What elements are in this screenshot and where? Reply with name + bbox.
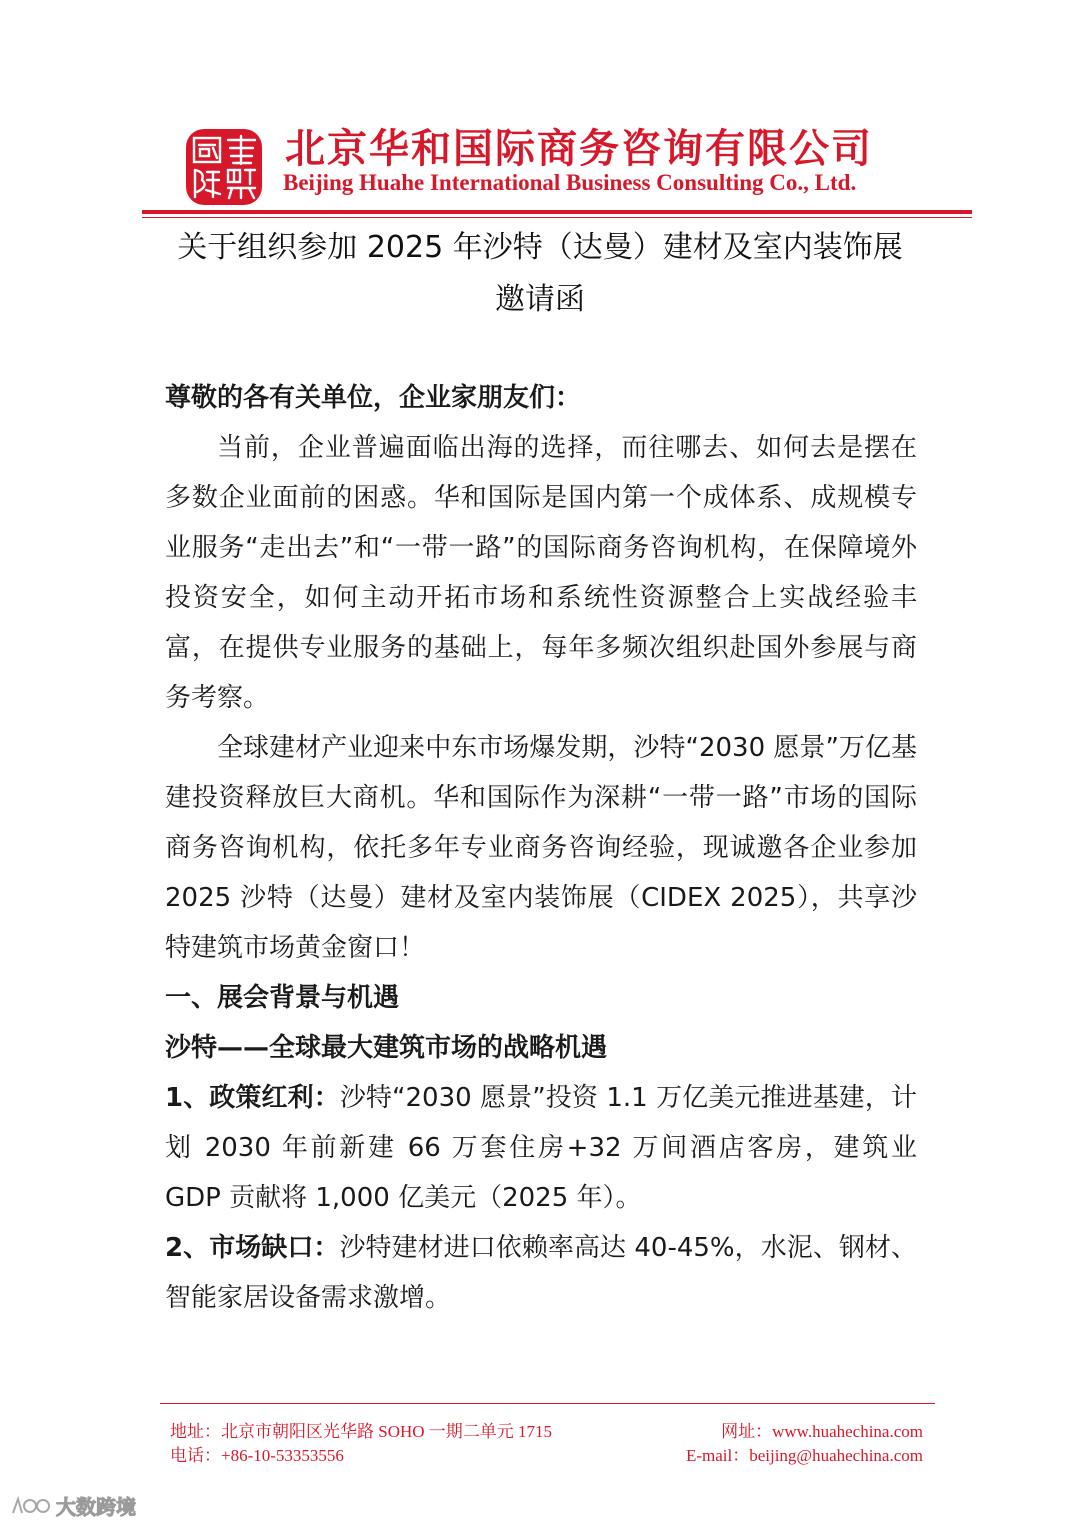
letterhead-divider-thin — [142, 217, 972, 218]
letterhead-divider-thick — [142, 210, 972, 214]
company-name-english: Beijing Huahe International Business Consulting Co., Ltd. — [283, 170, 857, 195]
watermark-logo-icon — [10, 1495, 52, 1517]
section-heading: 一、展会背景与机遇 — [165, 983, 400, 1013]
item-label: 1、政策红利： — [165, 1083, 340, 1113]
greeting: 尊敬的各有关单位，企业家朋友们： — [165, 383, 582, 413]
item-label: 2、市场缺口： — [165, 1233, 340, 1263]
list-item — [165, 1073, 917, 1223]
footer-website: 网址：www.huahechina.com — [721, 1422, 923, 1441]
item-text: 沙特建材进口依赖率高达 40-45%，水泥、钢材、智能家居设备需求激增。 — [165, 1233, 917, 1313]
watermark-text: 大数跨境 — [56, 1495, 136, 1519]
company-seal-logo — [185, 128, 263, 206]
footer-divider — [160, 1403, 935, 1404]
title-line-1: 关于组织参加 2025 年沙特（达曼）建材及室内装饰展 — [177, 230, 903, 265]
footer-email: E-mail：beijing@huahechina.com — [685, 1446, 923, 1465]
document-title — [150, 222, 930, 326]
subheading: 沙特——全球最大建筑市场的战略机遇 — [165, 1033, 608, 1063]
footer-address: 地址：北京市朝阳区光华路 SOHO 一期二单元 1715 — [170, 1422, 553, 1441]
company-name-chinese: 北京华和国际商务咨询有限公司 — [285, 126, 873, 172]
footer-phone: 电话：+86-10-53353556 — [170, 1446, 344, 1465]
paragraph-intro: 当前，企业普遍面临出海的选择，而往哪去、如何去是摆在多数企业面前的困惑。华和国际是国内第一个成体系、成规模专业服务“走出去”和“一带一路”的国际商务咨询机构，在保障境外投资安全，如何主动开拓市场和系统性资源整合上实战经验丰富，在提供专业服务的基础上，每年多频次组织赴国外参展与商务考察。 — [165, 433, 917, 713]
list-item — [165, 1223, 917, 1323]
title-line-2: 邀请函 — [495, 282, 585, 317]
item-text: 沙特“2030 愿景”投资 1.1 万亿美元推进基建，计划 2030 年前新建 66 万套住房+32 万间酒店客房，建筑业 GDP 贡献将 1,000 亿美元（2025 年）。 — [165, 1083, 917, 1213]
letter-body — [165, 373, 917, 1323]
watermark — [10, 1491, 136, 1520]
paragraph-invitation: 全球建材产业迎来中东市场爆发期，沙特“2030 愿景”万亿基建投资释放巨大商机。华和国际作为深耕“一带一路”市场的国际商务咨询机构，依托多年专业商务咨询经验，现诚邀各企业参加 2025 沙特（达曼）建材及室内装饰展（CIDEX 2025），共享沙特建筑市场黄金窗口！ — [165, 733, 917, 963]
